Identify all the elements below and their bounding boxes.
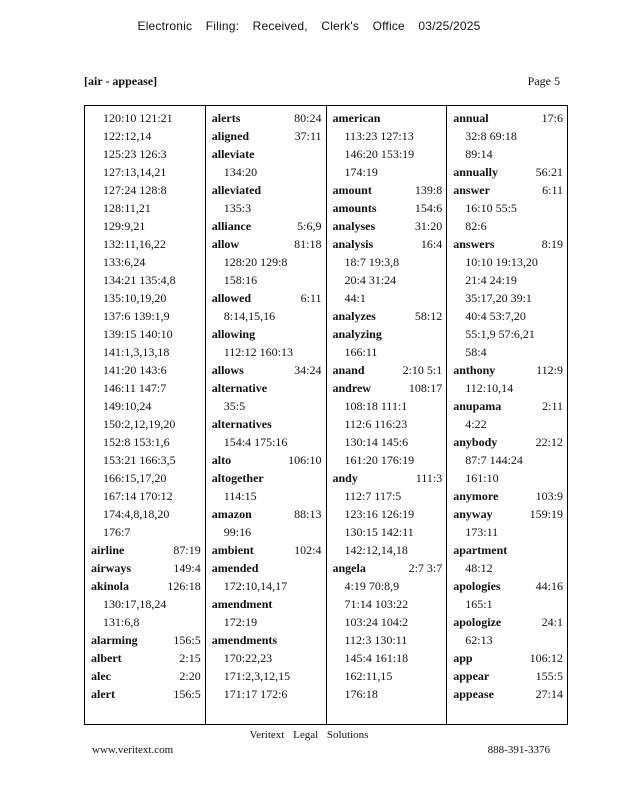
index-entry <box>212 505 322 523</box>
index-entry <box>212 595 322 613</box>
index-word: aligned <box>211 129 250 143</box>
index-refs-continuation: 158:16 <box>223 273 258 287</box>
index-refs-continuation: 141:1,3,13,18 <box>103 345 170 359</box>
index-refs: 16:4 <box>420 237 443 251</box>
index-refs: 2:7 3:7 <box>408 561 443 575</box>
index-word: alliance <box>211 219 252 233</box>
index-word: analysis <box>332 237 374 251</box>
index-entry <box>333 469 443 487</box>
index-refs-continuation: 128:20 129:8 <box>223 255 288 269</box>
index-refs-continuation: 112:6 116:23 <box>344 417 408 431</box>
index-refs-continuation: 173:11 <box>465 525 499 539</box>
index-refs: 2:15 <box>179 651 201 665</box>
index-refs-continuation: 48:12 <box>465 561 493 575</box>
index-refs-continuation: 103:24 104:2 <box>344 615 409 629</box>
index-refs-continuation: 112:3 130:11 <box>344 633 408 647</box>
index-refs-continuation: 135:3 <box>223 201 252 215</box>
index-refs-continuation: 58:4 <box>465 345 487 359</box>
index-word: albert <box>91 651 122 665</box>
index-word: annual <box>453 111 489 125</box>
index-refs: 5:6,9 <box>297 219 322 233</box>
index-refs-continuation: 154:4 175:16 <box>223 435 288 449</box>
index-refs-continuation: 44:1 <box>344 291 366 305</box>
index-word: answer <box>453 183 490 197</box>
index-refs-continuation: 171:2,3,12,15 <box>223 669 291 683</box>
index-entry <box>453 667 563 685</box>
index-word: alternative <box>211 381 268 395</box>
index-refs-continuation: 131:6,8 <box>103 615 140 629</box>
index-refs: 159:19 <box>529 507 563 521</box>
index-refs: 111:3 <box>415 471 443 485</box>
index-entry <box>453 181 563 199</box>
index-entry <box>91 577 201 595</box>
index-word: anand <box>332 363 365 377</box>
index-refs-continuation: 4:22 <box>465 417 487 431</box>
index-word: answers <box>453 237 495 251</box>
index-word: anupama <box>453 399 502 413</box>
index-entry <box>212 451 322 469</box>
index-refs-continuation: 112:10,14 <box>465 381 514 395</box>
index-entry <box>333 379 443 397</box>
index-word: altogether <box>211 471 264 485</box>
index-refs-continuation: 35:5 <box>223 399 246 413</box>
filing-header: Electronic Filing: Received, Clerk's Office 03/25/2025 <box>137 19 481 33</box>
index-range-label: [air - appease] <box>84 74 158 88</box>
index-refs: 22:12 <box>535 435 563 449</box>
index-refs-continuation: 112:7 117:5 <box>344 489 402 503</box>
index-refs-continuation: 113:23 127:13 <box>344 129 414 143</box>
index-refs-continuation: 167:14 170:12 <box>103 489 173 503</box>
index-entry <box>333 361 443 379</box>
index-refs-continuation: 134:21 135:4,8 <box>103 273 176 287</box>
index-entry <box>453 361 563 379</box>
index-refs-continuation: 130:17,18,24 <box>103 597 167 611</box>
index-refs: 17:6 <box>541 111 563 125</box>
index-refs-continuation: 132:11,16,22 <box>103 237 166 251</box>
index-refs-continuation: 125:23 126:3 <box>103 147 167 161</box>
index-refs-continuation: 134:20 <box>223 165 258 179</box>
index-refs-continuation: 174:19 <box>344 165 378 179</box>
index-refs: 156:5 <box>173 633 201 647</box>
index-entry <box>91 667 201 685</box>
index-refs-continuation: 127:13,14,21 <box>103 165 167 179</box>
index-entry <box>333 181 443 199</box>
index-word: alec <box>91 669 111 683</box>
index-entry <box>212 217 322 235</box>
index-refs-continuation: 120:10 121:21 <box>103 111 173 125</box>
index-refs-continuation: 21:4 24:19 <box>465 273 517 287</box>
index-word: anymore <box>453 489 499 503</box>
index-entry <box>453 685 563 703</box>
index-word: analyzing <box>332 327 382 341</box>
index-refs: 106:10 <box>288 453 322 467</box>
index-refs: 108:17 <box>408 381 443 395</box>
index-word: alternatives <box>211 417 272 431</box>
index-word: airways <box>91 561 131 575</box>
index-entry <box>91 649 201 667</box>
index-entry <box>212 127 322 145</box>
index-word: apologize <box>453 615 502 629</box>
index-refs-continuation: 130:14 145:6 <box>344 435 409 449</box>
index-refs-continuation: 152:8 153:1,6 <box>103 435 170 449</box>
index-refs-continuation: 62:13 <box>465 633 493 647</box>
index-refs: 81:18 <box>294 237 322 251</box>
index-refs: 2:11 <box>542 399 563 413</box>
index-word: alert <box>91 687 115 701</box>
index-refs-continuation: 174:4,8,18,20 <box>103 507 170 521</box>
index-word: apologies <box>453 579 501 593</box>
index-refs: 56:21 <box>535 165 563 179</box>
index-word: amendments <box>211 633 278 647</box>
index-refs: 34:24 <box>294 363 322 377</box>
index-refs-continuation: 20:4 31:24 <box>344 273 397 287</box>
index-refs-continuation: 139:15 140:10 <box>103 327 173 341</box>
index-word: angela <box>332 561 366 575</box>
index-refs: 31:20 <box>414 219 443 233</box>
index-entry <box>453 613 563 631</box>
index-word: analyzes <box>332 309 376 323</box>
index-refs-continuation: 161:10 <box>465 471 499 485</box>
index-refs-continuation: 137:6 139:1,9 <box>103 309 170 323</box>
index-refs: 37:11 <box>294 129 322 143</box>
index-refs-continuation: 171:17 172:6 <box>223 687 288 701</box>
index-refs-continuation: 172:19 <box>223 615 258 629</box>
index-entry <box>453 505 563 523</box>
index-refs: 80:24 <box>294 111 322 125</box>
index-refs: 2:10 5:1 <box>402 363 443 377</box>
index-entry <box>333 199 443 217</box>
index-refs-continuation: 146:11 147:7 <box>103 381 167 395</box>
index-entry <box>212 379 322 397</box>
index-refs: 2:20 <box>179 669 201 683</box>
index-refs-continuation: 166:15,17,20 <box>103 471 167 485</box>
index-word: amazon <box>211 507 252 521</box>
index-refs-continuation: 123:16 126:19 <box>344 507 415 521</box>
index-word: anyway <box>453 507 493 521</box>
index-refs-continuation: 162:11,15 <box>344 669 393 683</box>
index-refs: 8:19 <box>541 237 563 251</box>
index-entry <box>333 307 443 325</box>
index-refs-continuation: 16:10 55:5 <box>465 201 517 215</box>
index-refs-continuation: 153:21 166:3,5 <box>103 453 176 467</box>
index-word: anybody <box>453 435 498 449</box>
index-refs-continuation: 35:17,20 39:1 <box>465 291 532 305</box>
index-word: amounts <box>332 201 377 215</box>
index-refs-continuation: 89:14 <box>465 147 493 161</box>
index-refs-continuation: 135:10,19,20 <box>103 291 167 305</box>
index-refs-continuation: 141:20 143:6 <box>103 363 167 377</box>
index-refs-continuation: 133:6,24 <box>103 255 146 269</box>
index-entry <box>212 415 322 433</box>
index-entry <box>453 163 563 181</box>
index-refs-continuation: 8:14,15,16 <box>223 309 276 323</box>
index-word: anthony <box>453 363 496 377</box>
index-refs: 154:6 <box>414 201 443 215</box>
index-refs-continuation: 145:4 161:18 <box>344 651 409 665</box>
index-word: andy <box>332 471 358 485</box>
index-entry <box>212 559 322 577</box>
index-refs: 6:11 <box>542 183 563 197</box>
index-entry <box>333 109 443 127</box>
index-word: analyses <box>332 219 376 233</box>
index-refs: 112:9 <box>536 363 563 377</box>
word-index-table <box>84 105 568 725</box>
index-refs-continuation: 161:20 176:19 <box>344 453 415 467</box>
index-refs-continuation: 82:6 <box>465 219 487 233</box>
index-entry <box>91 541 201 559</box>
index-entry <box>453 541 563 559</box>
index-refs-continuation: 108:18 111:1 <box>344 399 408 413</box>
index-refs: 24:1 <box>541 615 563 629</box>
index-entry <box>212 109 322 127</box>
index-refs-continuation: 142:12,14,18 <box>344 543 408 557</box>
index-refs-continuation: 4:19 70:8,9 <box>344 579 400 593</box>
index-word: amount <box>332 183 372 197</box>
index-column-4 <box>447 106 567 724</box>
index-entry <box>453 109 563 127</box>
index-refs: 87:19 <box>173 543 201 557</box>
index-entry <box>453 649 563 667</box>
index-word: alarming <box>91 633 138 647</box>
index-word: allow <box>211 237 240 251</box>
index-word: allowing <box>211 327 256 341</box>
index-column-1 <box>85 106 206 724</box>
index-refs-continuation: 150:2,12,19,20 <box>103 417 176 431</box>
index-word: airline <box>91 543 125 557</box>
index-refs-continuation: 127:24 128:8 <box>103 183 167 197</box>
index-entry <box>333 217 443 235</box>
index-word: apartment <box>453 543 508 557</box>
index-refs: 6:11 <box>300 291 322 305</box>
index-word: allows <box>211 363 244 377</box>
index-refs-continuation: 165:1 <box>465 597 493 611</box>
index-refs: 44:16 <box>535 579 563 593</box>
index-entry <box>453 235 563 253</box>
index-refs: 102:4 <box>294 543 322 557</box>
index-refs: 156:5 <box>173 687 201 701</box>
index-refs-continuation: 10:10 19:13,20 <box>465 255 538 269</box>
index-refs: 58:12 <box>414 309 443 323</box>
index-entry <box>333 559 443 577</box>
index-refs-continuation: 40:4 53:7,20 <box>465 309 526 323</box>
index-refs: 27:14 <box>535 687 563 701</box>
index-word: andrew <box>332 381 371 395</box>
index-refs-continuation: 128:11,21 <box>103 201 151 215</box>
index-entry <box>212 181 322 199</box>
index-refs-continuation: 176:18 <box>344 687 378 701</box>
index-refs-continuation: 149:10,24 <box>103 399 152 413</box>
index-entry <box>212 541 322 559</box>
index-word: alerts <box>211 111 241 125</box>
index-entry <box>453 487 563 505</box>
index-refs-continuation: 32:8 69:18 <box>465 129 517 143</box>
index-refs-continuation: 71:14 103:22 <box>344 597 409 611</box>
footer-website: www.veritext.com <box>92 744 174 756</box>
index-word: app <box>453 651 473 665</box>
index-entry <box>212 361 322 379</box>
index-refs-continuation: 112:12 160:13 <box>223 345 293 359</box>
footer-company: Veritext Legal Solutions <box>249 729 369 741</box>
index-refs-continuation: 99:16 <box>223 525 252 539</box>
index-entry <box>333 235 443 253</box>
index-refs-continuation: 87:7 144:24 <box>465 453 523 467</box>
footer-phone: 888-391-3376 <box>487 744 550 756</box>
index-refs: 149:4 <box>173 561 201 575</box>
index-refs: 88:13 <box>294 507 322 521</box>
index-refs-continuation: 172:10,14,17 <box>223 579 288 593</box>
index-entry <box>212 289 322 307</box>
index-refs-continuation: 114:15 <box>223 489 257 503</box>
index-word: ambient <box>211 543 254 557</box>
index-refs-continuation: 130:15 142:11 <box>344 525 414 539</box>
index-word: alleviate <box>211 147 255 161</box>
index-refs: 106:12 <box>529 651 563 665</box>
index-entry <box>333 325 443 343</box>
index-column-2 <box>206 106 327 724</box>
index-entry <box>212 145 322 163</box>
page-number: Page 5 <box>527 74 560 88</box>
index-refs-continuation: 129:9,21 <box>103 219 146 233</box>
index-word: appear <box>453 669 490 683</box>
index-word: akinola <box>91 579 130 593</box>
index-refs: 155:5 <box>535 669 563 683</box>
index-refs: 103:9 <box>535 489 563 503</box>
index-entry <box>91 685 201 703</box>
index-word: appease <box>453 687 494 701</box>
index-refs-continuation: 146:20 153:19 <box>344 147 415 161</box>
index-entry <box>91 631 201 649</box>
index-refs-continuation: 55:1,9 57:6,21 <box>465 327 535 341</box>
index-entry <box>212 631 322 649</box>
index-column-3 <box>327 106 448 724</box>
index-entry <box>453 433 563 451</box>
index-entry <box>212 325 322 343</box>
index-entry <box>453 397 563 415</box>
index-word: amended <box>211 561 259 575</box>
index-refs-continuation: 122:12,14 <box>103 129 152 143</box>
index-word: allowed <box>211 291 252 305</box>
index-entry <box>91 559 201 577</box>
index-entry <box>212 235 322 253</box>
index-refs-continuation: 166:11 <box>344 345 378 359</box>
index-refs-continuation: 18:7 19:3,8 <box>344 255 400 269</box>
index-refs: 139:8 <box>414 183 443 197</box>
index-word: american <box>332 111 381 125</box>
index-refs-continuation: 170:22,23 <box>223 651 273 665</box>
index-word: alleviated <box>211 183 262 197</box>
index-refs: 126:18 <box>167 579 201 593</box>
index-word: alto <box>211 453 232 467</box>
index-entry <box>453 577 563 595</box>
index-word: amendment <box>211 597 273 611</box>
index-word: annually <box>453 165 498 179</box>
index-entry <box>212 469 322 487</box>
index-refs-continuation: 176:7 <box>103 525 131 539</box>
